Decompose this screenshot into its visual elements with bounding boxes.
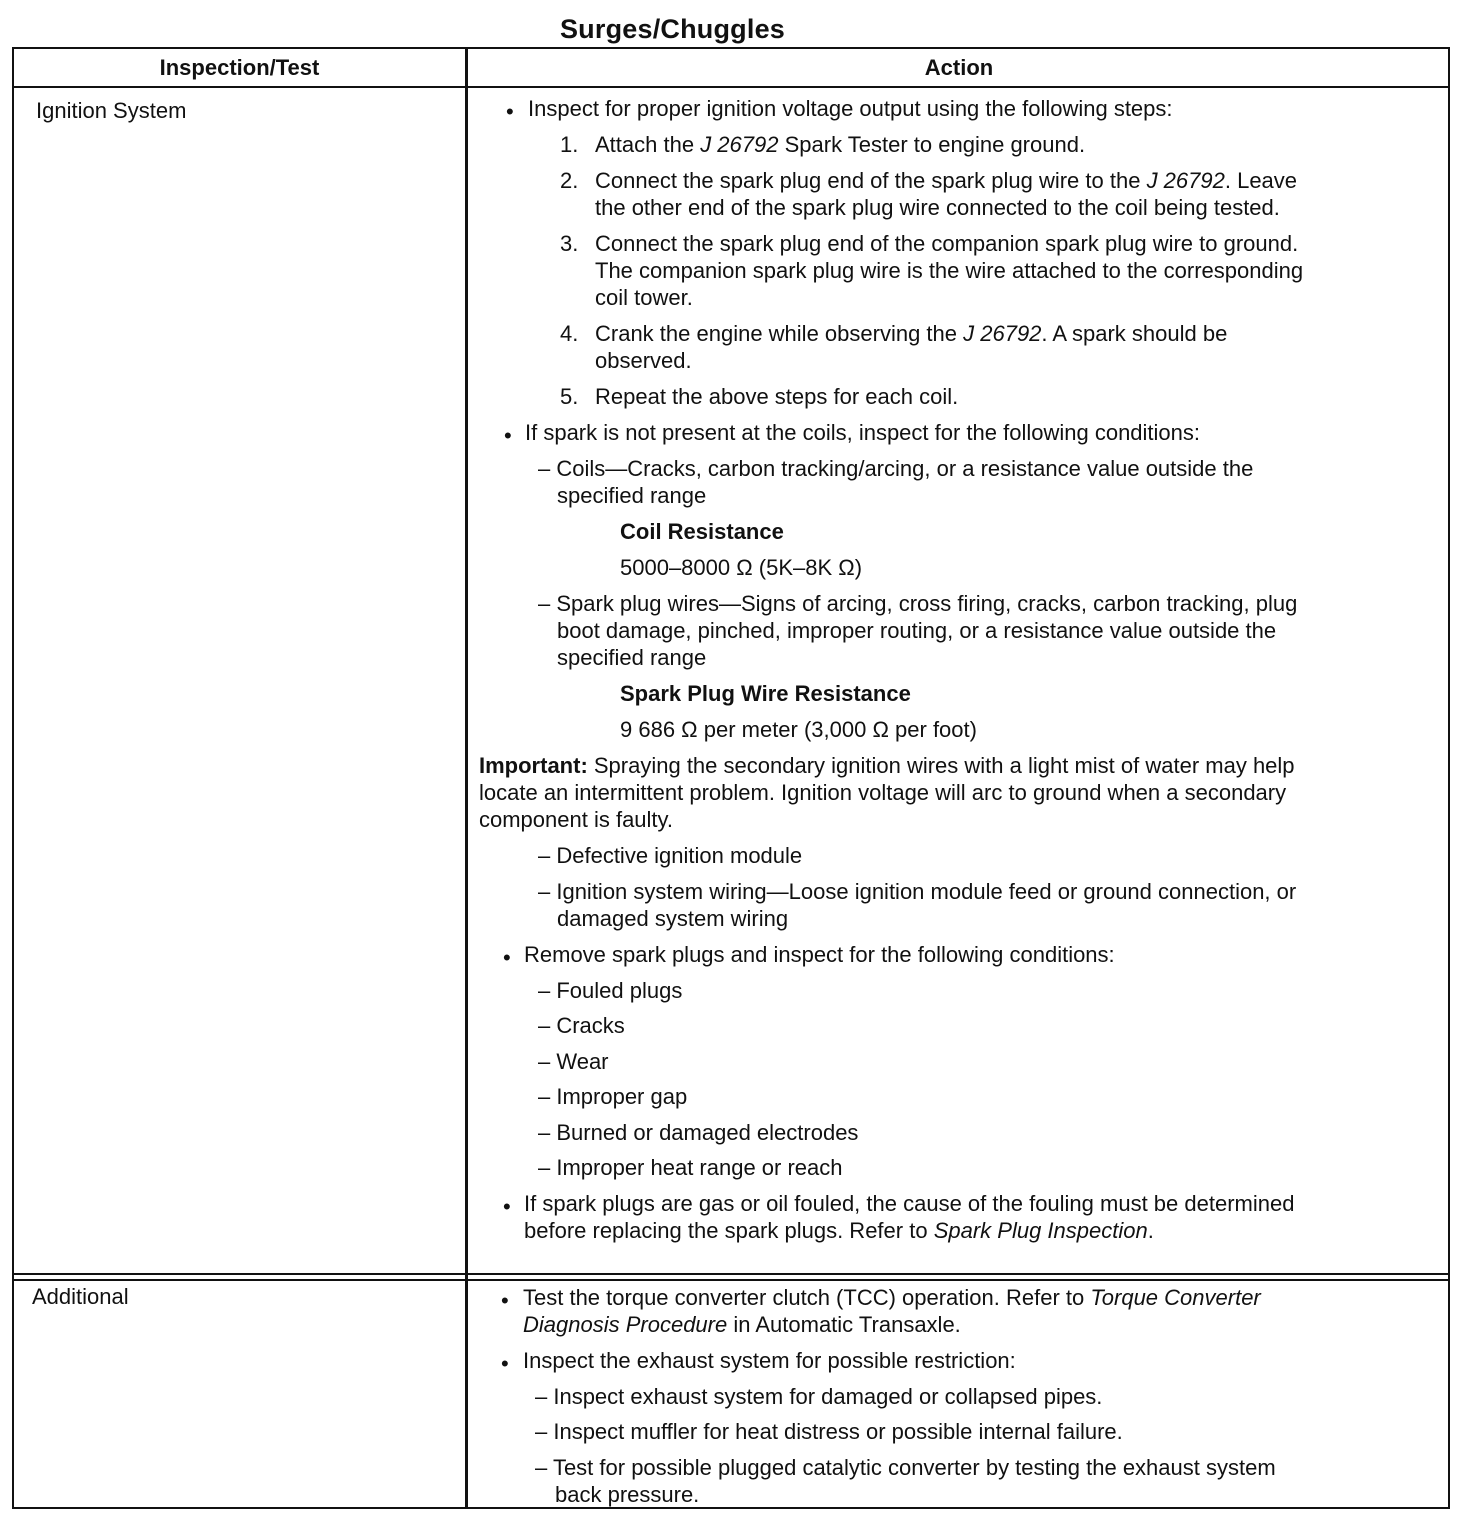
condition-text: – Spark plug wires—Signs of arcing, cross firing, cracks, carbon tracking, plug [538,591,1298,616]
plug-condition: – Burned or damaged electrodes [538,1120,859,1145]
step-text: the other end of the spark plug wire connected to the coil being tested. [595,195,1280,220]
condition-text: – Coils—Cracks, carbon tracking/arcing, or a resistance value outside the [538,456,1254,481]
action-text: Inspect for proper ignition voltage output using the following steps: [528,96,1173,121]
step-number: 4. [560,321,579,346]
important-text: locate an intermittent problem. Ignition voltage will arc to ground when a secondary [479,780,1287,805]
action-text: Test the torque converter clutch (TCC) operation. Refer to [523,1285,1091,1310]
important-note [479,752,1295,780]
important-label: Important: [479,753,588,778]
plug-condition: – Wear [538,1049,609,1074]
important-text: Spraying the secondary ignition wires with a light mist of water may help [587,753,1295,778]
spec-value: 9 686 Ω per meter (3,000 Ω per foot) [620,717,977,742]
bullet-marker: • [503,945,511,970]
condition-text: – Inspect exhaust system for damaged or collapsed pipes. [535,1384,1103,1409]
plug-condition: – Improper gap [538,1084,688,1109]
page-title: Surges/Chuggles [559,14,786,44]
spec-value: 5000–8000 Ω (5K–8K Ω) [620,555,863,580]
condition-text: damaged system wiring [557,906,789,931]
bullet-marker: • [506,99,514,124]
action-text: If spark plugs are gas or oil fouled, the cause of the fouling must be determined [524,1191,1295,1216]
bullet-marker: • [501,1351,509,1376]
action-text: in Automatic Transaxle. [727,1312,961,1337]
bullet-marker: • [503,1194,511,1219]
row-label-ignition: Ignition System [36,98,187,123]
action-text [524,1217,1154,1245]
action-text [523,1311,961,1339]
condition-text: – Inspect muffler for heat distress or possible internal failure. [535,1419,1123,1444]
column-divider [465,49,468,1507]
column-header-inspection: Inspection/Test [159,55,320,80]
action-text: If spark is not present at the coils, inspect for the following conditions: [525,420,1201,445]
spec-title: Coil Resistance [620,519,784,544]
bullet-marker: • [501,1288,509,1313]
action-text: Remove spark plugs and inspect for the following conditions: [524,942,1115,967]
spec-title: Spark Plug Wire Resistance [620,681,911,706]
reference-link: Torque Converter [1090,1285,1261,1310]
step-text: observed. [595,348,692,373]
step-text: Attach the J 26792 Spark Tester to engine ground. [595,132,1086,157]
diagnosis-table [12,47,1450,1509]
step-text: Crank the engine while observing the J 26792. A spark should be [595,321,1228,346]
condition-text: specified range [557,483,707,508]
important-text: component is faulty. [479,807,674,832]
step-text: Repeat the above steps for each coil. [595,384,959,409]
step-number: 3. [560,231,579,256]
column-header-action: Action [924,55,994,80]
condition-text: boot damage, pinched, improper routing, or a resistance value outside the [557,618,1277,643]
step-text: coil tower. [595,285,693,310]
plug-condition: – Improper heat range or reach [538,1155,843,1180]
step-text: Connect the spark plug end of the spark plug wire to the J 26792. Leave [595,168,1298,193]
step-number: 2. [560,168,579,193]
punctuation: . [1147,1218,1154,1243]
condition-text: back pressure. [555,1482,700,1507]
condition-text: – Ignition system wiring—Loose ignition module feed or ground connection, or [538,879,1297,904]
row-divider [14,1279,1448,1281]
action-text: Inspect the exhaust system for possible restriction: [523,1348,1016,1373]
step-text: Connect the spark plug end of the companion spark plug wire to ground. [595,231,1299,256]
step-number: 1. [560,132,579,157]
header-divider [14,86,1448,88]
row-label-additional: Additional [32,1284,129,1309]
condition-text: specified range [557,645,707,670]
condition-text: – Defective ignition module [538,843,803,868]
bullet-marker: • [504,423,512,448]
plug-condition: – Fouled plugs [538,978,683,1003]
condition-text: – Test for possible plugged catalytic converter by testing the exhaust system [535,1455,1276,1480]
step-number: 5. [560,384,579,409]
action-text [523,1284,1261,1312]
step-text: The companion spark plug wire is the wire attached to the corresponding [595,258,1304,283]
action-text: before replacing the spark plugs. Refer to [524,1218,934,1243]
reference-link: Spark Plug Inspection [933,1218,1148,1243]
row-divider [14,1273,1448,1275]
reference-link: Diagnosis Procedure [523,1312,728,1337]
plug-condition: – Cracks [538,1013,625,1038]
